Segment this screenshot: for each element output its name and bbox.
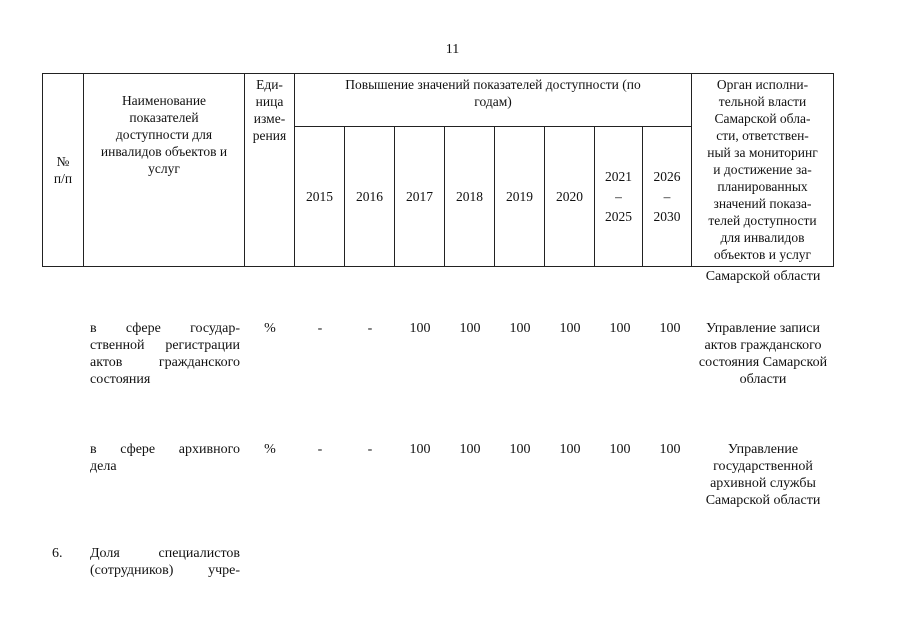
row-value: 100 [509, 442, 531, 457]
header-year: 2019 [495, 127, 545, 267]
row-indicator-name: в сфере архивного дела [90, 442, 240, 474]
carry-over-organ: Самарской области [705, 269, 821, 284]
header-year: 2016 [345, 127, 395, 267]
page-number: 11 [445, 42, 460, 57]
header-year: 2018 [445, 127, 495, 267]
header-number: № п/п [43, 74, 84, 267]
row-value: - [367, 321, 373, 336]
header-year: 2021 – 2025 [595, 127, 643, 267]
row-value: - [367, 442, 373, 457]
header-unit: Еди- ница изме- рения [245, 74, 295, 267]
header-year: 2015 [295, 127, 345, 267]
item-indicator-name: Доля специалистов (сотрудников) учре- [90, 546, 240, 578]
table-header [42, 73, 834, 267]
row-value: 100 [609, 442, 631, 457]
header-year: 2026 – 2030 [643, 127, 692, 267]
row-value: 100 [559, 321, 581, 336]
row-value: 100 [459, 321, 481, 336]
row-value: 100 [559, 442, 581, 457]
row-unit: % [264, 321, 276, 336]
header-year: 2017 [395, 127, 445, 267]
row-value: 100 [509, 321, 531, 336]
row-value: - [317, 442, 323, 457]
row-responsible-organ: Управление государственной архивной службы Самарской области [705, 442, 821, 508]
row-value: 100 [409, 442, 431, 457]
item-number: 6. [52, 546, 63, 561]
header-group-title: Повышение значений показателей доступности (по годам) [295, 74, 692, 127]
row-value: 100 [409, 321, 431, 336]
row-unit: % [264, 442, 276, 457]
row-value: - [317, 321, 323, 336]
row-value: 100 [659, 442, 681, 457]
header-indicator-name: Наименование показателей доступности для инвалидов объектов и услуг [84, 74, 245, 267]
header-responsible-organ: Орган исполни- тельной власти Самарской обла- сти, ответствен- ный за мониторинг и достижение за- планированных значений показа- телей доступности для инвалидов объектов и услуг [692, 74, 834, 267]
row-responsible-organ: Управление записи актов гражданского состояния Самарской области [698, 321, 828, 387]
row-value: 100 [609, 321, 631, 336]
row-value: 100 [659, 321, 681, 336]
row-value: 100 [459, 442, 481, 457]
header-year: 2020 [545, 127, 595, 267]
row-indicator-name: в сфере государ- ственной регистрации актов гражданского состояния [90, 321, 240, 387]
